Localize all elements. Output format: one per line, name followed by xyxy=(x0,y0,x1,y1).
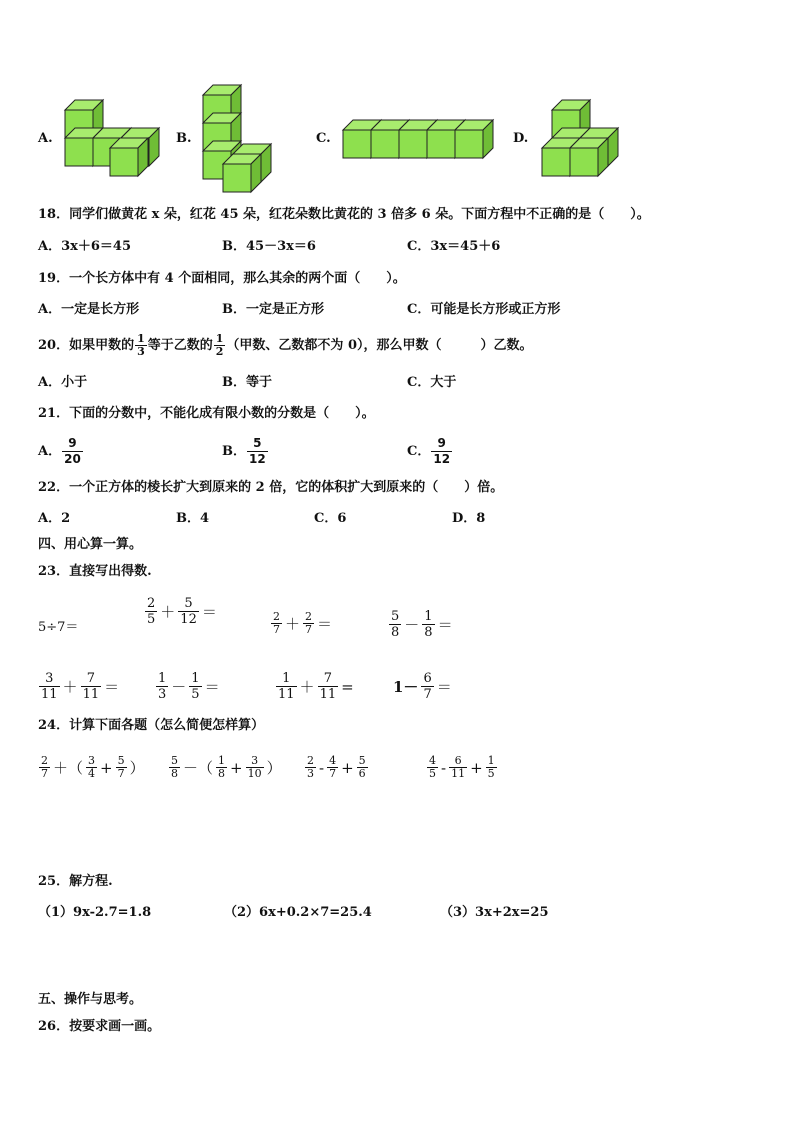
cube xyxy=(570,138,608,176)
option-a-label: A. xyxy=(38,131,53,146)
cube-figure-c xyxy=(338,115,498,165)
q18-option-a: A．3x＋6＝45 xyxy=(38,239,132,254)
question-21-stem: 21．下面的分数中，不能化成有限小数的分数是（ ）。 xyxy=(38,406,375,421)
question-25-stem: 25．解方程. xyxy=(38,874,113,889)
q24-expr-3: $\frac{2}{3}$ - $\frac{4}{7}$ + $\frac{5}{6}$ xyxy=(307,754,366,780)
q24-expr-1: $\frac{2}{7}$ ＋（ $\frac{3}{4}$ + $\frac{5}{7}$ ） xyxy=(41,754,145,780)
q23-item-3: $\frac{2}{7}$ ＋ $\frac{2}{7}$ ＝ xyxy=(273,610,333,636)
q22-option-b: B．4 xyxy=(176,511,210,526)
cube-figure-b xyxy=(198,80,283,200)
q21-option-c: C． $\frac{9}{12}$ xyxy=(407,436,451,466)
q24-expr-2: $\frac{5}{8}$ －（ $\frac{1}{8}$ + $\frac{3}{10}$ ） xyxy=(171,754,282,780)
q20-option-a: A．小于 xyxy=(38,375,88,390)
q22-option-a: A．2 xyxy=(38,511,71,526)
question-23-stem: 23．直接写出得数. xyxy=(38,564,152,579)
q19-option-a: A．一定是长方形 xyxy=(38,302,140,317)
question-26-stem: 26．按要求画一画。 xyxy=(38,1019,161,1034)
cube xyxy=(455,120,493,158)
q25-part-3: （3）3x+2x=25 xyxy=(440,905,549,920)
q22-option-d: D．8 xyxy=(452,511,486,526)
q25-part-1: （1）9x-2.7=1.8 xyxy=(38,905,152,920)
question-22-stem: 22．一个正方体的棱长扩大到原来的 2 倍，它的体积扩大到原来的（ ）倍。 xyxy=(38,480,504,495)
q21-option-a: A． $\frac{9}{20}$ xyxy=(38,436,81,466)
q20-option-b: B．等于 xyxy=(222,375,272,390)
cube-figure-a xyxy=(60,95,165,180)
option-b-label: B. xyxy=(176,131,192,146)
q23-item-2: $\frac{2}{5}$ ＋ $\frac{5}{12}$ ＝ xyxy=(147,596,217,627)
option-c-label: C. xyxy=(316,131,331,146)
q23-item-8: 1－ $\frac{6}{7}$ ＝ xyxy=(393,671,452,702)
question-20-stem: 20．如果甲数的 $\frac{1}{3}$ 等于乙数的 $\frac{1}{2}$ （甲数、乙数都不为 0），那么甲数（ ）乙数。 xyxy=(38,332,533,358)
q22-option-c: C．6 xyxy=(314,511,347,526)
fraction: $\frac{9}{20}$ xyxy=(64,436,81,466)
question-19-stem: 19．一个长方体中有 4 个面相同，那么其余的两个面（ ）。 xyxy=(38,271,406,286)
question-24-stem: 24．计算下面各题（怎么简便怎样算） xyxy=(38,718,265,733)
q23-item-1: 5÷7＝ xyxy=(38,620,79,635)
question-18-stem: 18．同学们做黄花 x 朵，红花 45 朵，红花朵数比黄花的 3 倍多 6 朵。下面方程中不正确的是（ ）。 xyxy=(38,207,650,222)
q23-item-6: $\frac{1}{3}$ － $\frac{1}{5}$ ＝ xyxy=(158,671,220,702)
fraction: $\frac{1}{2}$ xyxy=(215,332,224,358)
cube xyxy=(223,154,261,192)
fraction: $\frac{1}{3}$ xyxy=(137,332,145,358)
q23-item-4: $\frac{5}{8}$ － $\frac{1}{8}$ ＝ xyxy=(391,609,453,640)
q18-option-c: C．3x＝45＋6 xyxy=(407,239,501,254)
q23-item-7: $\frac{1}{11}$ ＋ $\frac{7}{11}$ = xyxy=(278,671,354,702)
q19-option-c: C．可能是长方形或正方形 xyxy=(407,302,561,317)
q21-option-b: B． $\frac{5}{12}$ xyxy=(222,436,266,466)
cube-figure-d xyxy=(537,95,622,180)
fraction: $\frac{5}{12}$ xyxy=(249,436,266,466)
cube xyxy=(110,138,148,176)
q25-part-2: （2）6x+0.2×7=25.4 xyxy=(224,905,372,920)
q20-option-c: C．大于 xyxy=(407,375,457,390)
q18-option-b: B．45－3x＝6 xyxy=(222,239,316,254)
fraction: $\frac{9}{12}$ xyxy=(433,436,451,466)
q23-item-5: $\frac{3}{11}$ ＋ $\frac{7}{11}$ ＝ xyxy=(41,671,120,702)
option-d-label: D. xyxy=(513,131,529,146)
section-4-heading: 四、用心算一算。 xyxy=(38,537,143,552)
section-5-heading: 五、操作与思考。 xyxy=(38,992,143,1007)
q19-option-b: B．一定是正方形 xyxy=(222,302,324,317)
q24-expr-4: $\frac{4}{5}$ - $\frac{6}{11}$ + $\frac{1}{5}$ xyxy=(429,754,495,780)
